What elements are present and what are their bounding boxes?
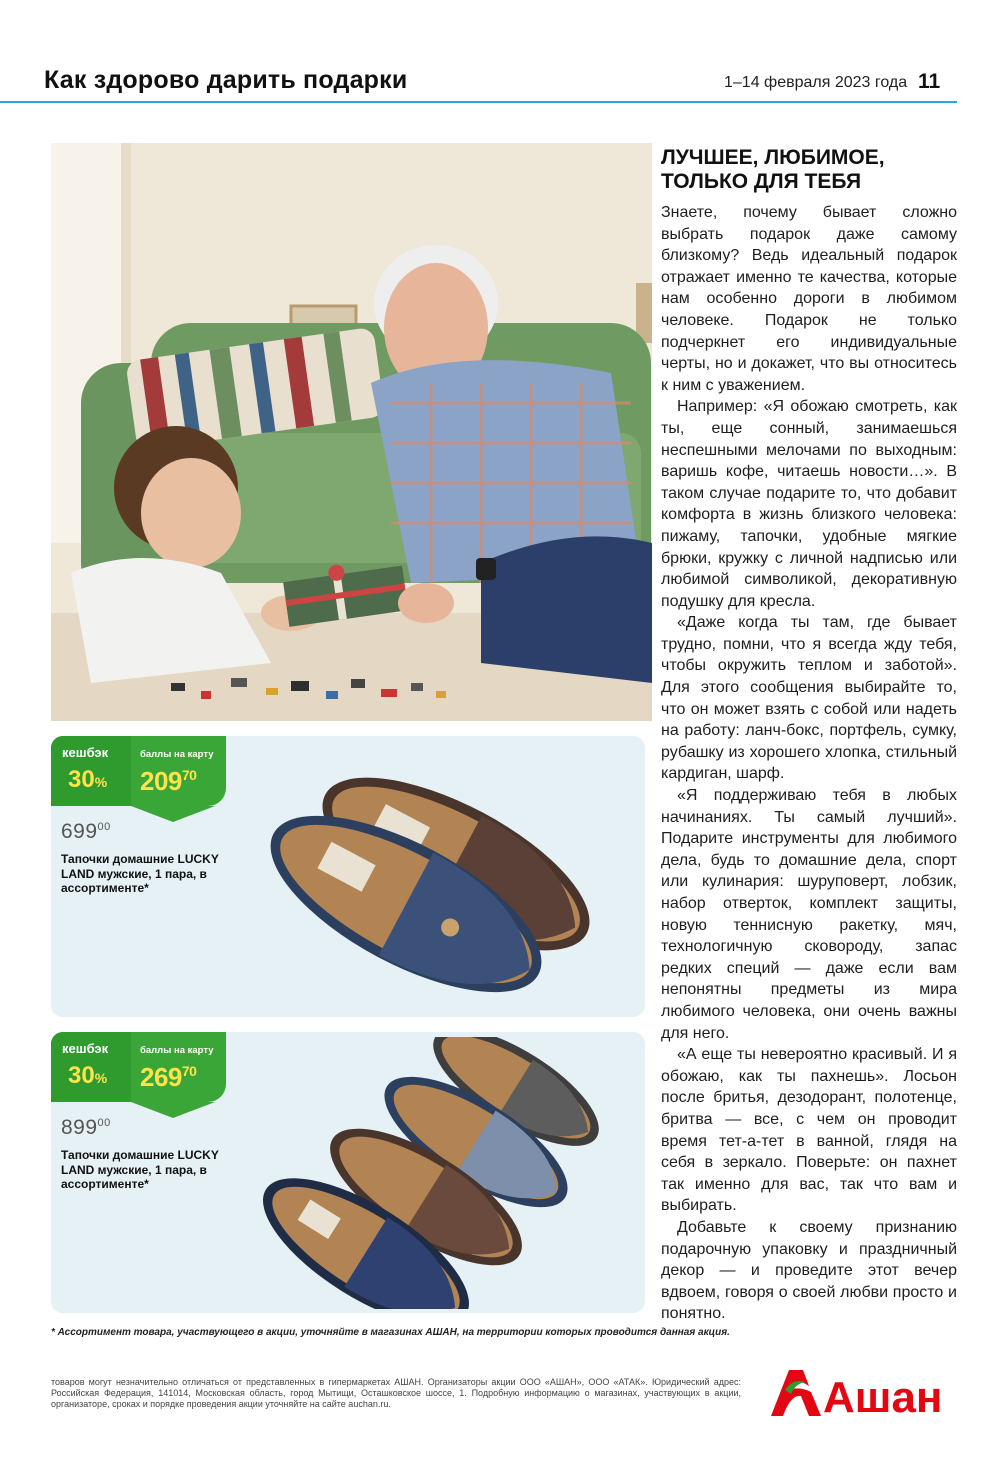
points-label: баллы на карту <box>140 749 214 760</box>
cashback-percent-value: 30 <box>68 1062 95 1089</box>
assortment-footnote: * Ассортимент товара, участвующего в акции, уточняйте в магазинах АШАН, на территории которых проводится данная акция. <box>51 1327 730 1338</box>
article-body <box>661 202 957 1325</box>
cashback-percent <box>68 766 107 794</box>
points-main: 269 <box>140 1062 182 1092</box>
points-main: 209 <box>140 766 182 796</box>
old-price-cents: 00 <box>97 1117 111 1129</box>
page-title: Как здорово дарить подарки <box>44 66 408 94</box>
badge-tail <box>131 806 215 822</box>
badge-tail <box>131 1102 215 1118</box>
cashback-percent <box>68 1062 107 1090</box>
points-cents: 70 <box>181 767 197 783</box>
points-value <box>140 1062 196 1093</box>
product-description: Тапочки домашние LUCKY LAND мужские, 1 пара, в ассортименте* <box>61 1148 219 1191</box>
article-paragraph: «А еще ты невероятно красивый. И я обожаю, как ты пахнешь». Лосьон после бритья, дезодорант, полотенце, бритва — все, с чем он проводит время тет-а-тет в ванной, глядя на себя в зеркало. Поверьте: он пахнет так именно для вас, так что вам и выбирать. <box>661 1046 957 1215</box>
article-paragraph: Например: «Я обожаю смотреть, как ты, еще сонный, занимаешься неспешными мелочами по выходным: варишь кофе, читаешь новости…». В таком случае подарите то, что добавит комфорта в жизнь близкого человека: пижаму, тапочки, удобные мягкие брюки, кружку с личной надписью или любимой символикой, декоративную подушку для кресла. <box>661 398 957 610</box>
slippers-set-icon <box>246 1037 641 1309</box>
slippers-pair-icon <box>256 754 616 1012</box>
legal-text: товаров могут незначительно отличаться от представленных в гипермаркетах АШАН. Организаторы акции ООО «АШАН», ООО «АТАК». Юридический адрес: Российская Федерация, 141014, Московская область, город Мытищи, Осташковское шоссе, 1. Подробную информацию о магазинах, участвующих в акции, организаторе, сроках и порядке проведения акции уточняйте на сайте auchan.ru. <box>51 1377 741 1409</box>
cashback-label: кешбэк <box>62 745 109 760</box>
percent-sign: % <box>94 1070 108 1086</box>
page-number: 11 <box>918 70 941 93</box>
points-cents: 70 <box>181 1063 197 1079</box>
cashback-percent-value: 30 <box>68 766 95 793</box>
cashback-badge <box>51 1032 226 1102</box>
gift-photo <box>51 143 652 721</box>
article-paragraph: Добавьте к своему признанию подарочную упаковку и праздничный декор — и проведите этот вечер вдвоем, говоря о своей любви просто и понятно. <box>661 1218 957 1323</box>
old-price-cents: 00 <box>97 821 111 833</box>
logo-text: Ашан <box>823 1373 943 1422</box>
cashback-label: кешбэк <box>62 1041 109 1056</box>
gift-photo-illustration <box>51 143 652 721</box>
article-paragraph: «Я поддерживаю тебя в любых начинаниях. Ты самый лучший». Подарите инструменты для любимого дела, будь то домашние дела, спорт или кулинария: шуруповерт, лобзик, набор отверток, комплект защиты, новую теннисную ракетку, мяч, технологичную сковороду, запас редких специй — даже если вам непонятны предметы из мира любимого человека, они очень важны для него. <box>661 787 957 1042</box>
old-price <box>61 820 111 844</box>
points-value <box>140 766 196 797</box>
old-price <box>61 1116 111 1140</box>
points-label: баллы на карту <box>140 1045 214 1056</box>
cashback-badge <box>51 736 226 806</box>
auchan-logo[interactable] <box>765 1360 952 1422</box>
percent-sign: % <box>94 774 108 790</box>
article-paragraph: «Даже когда ты там, где бывает трудно, помни, что я всегда жду тебя, чтобы окружить теплом и заботой». Для этого сообщения выбирайте то, что он может взять с собой или надеть на работу: ланч-бокс, портфель, сумку, рубашку из хорошего хлопка, стильный кардиган, шарф. <box>661 614 957 783</box>
product-card[interactable] <box>51 736 645 1017</box>
issue-date: 1–14 февраля 2023 года <box>724 74 908 91</box>
old-price-main: 699 <box>61 820 98 843</box>
article-paragraph: Знаете, почему бывает сложно выбрать подарок даже самому близкому? Ведь идеальный подарок отражает именно те качества, которые нам особенно дороги в любимом человеке. Подарок не только подчеркнет его индивидуальные черты, но и докажет, что вы относитесь к ним с уважением. <box>661 204 957 394</box>
article-heading: ЛУЧШЕЕ, ЛЮБИМОЕ, ТОЛЬКО ДЛЯ ТЕБЯ <box>661 146 885 193</box>
product-card[interactable] <box>51 1032 645 1313</box>
header-divider <box>0 101 957 103</box>
product-description: Тапочки домашние LUCKY LAND мужские, 1 пара, в ассортименте* <box>61 852 219 895</box>
auchan-bird-logo <box>765 1360 952 1422</box>
old-price-main: 899 <box>61 1116 98 1139</box>
